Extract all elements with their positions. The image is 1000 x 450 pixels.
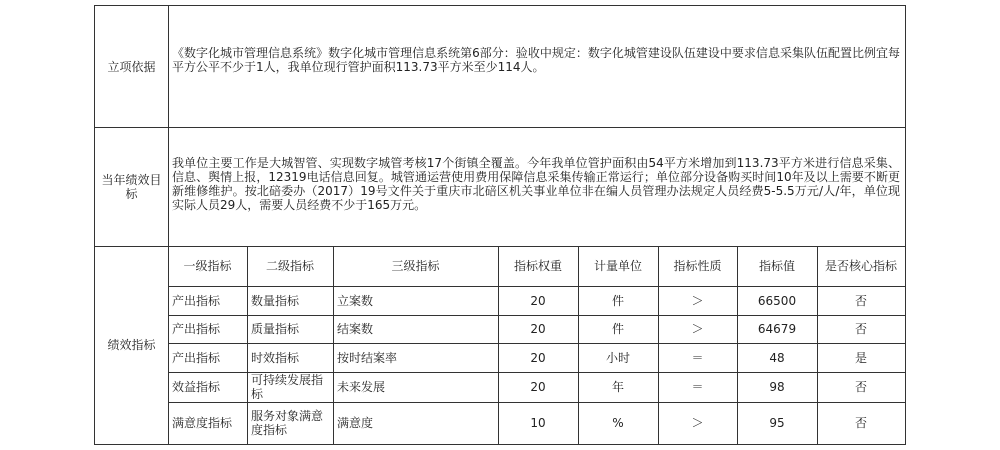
header-level2: 二级指标 (265, 259, 314, 273)
cell-level1: 产出指标 (172, 322, 221, 336)
cell-weight: 20 (530, 380, 546, 394)
header-unit: 计量单位 (593, 259, 642, 273)
cell-weight: 20 (530, 322, 546, 336)
header-level1: 一级指标 (183, 259, 232, 273)
header-nature: 指标性质 (673, 259, 722, 273)
cell-unit: 年 (611, 380, 624, 394)
cell-level3: 满意度 (337, 416, 374, 430)
cell-level1: 产出指标 (172, 293, 221, 308)
cell-unit: 件 (611, 293, 624, 308)
cell-level1: 满意度指标 (172, 416, 233, 430)
cell-core: 否 (854, 380, 867, 394)
cell-unit: % (612, 416, 624, 430)
cell-level2: 数量指标 (251, 293, 300, 308)
cell-level2: 可持续发展指标 (251, 373, 324, 401)
cell-nature: ＝ (691, 350, 704, 365)
cell-core: 否 (854, 416, 867, 430)
cell-level3: 未来发展 (337, 380, 386, 394)
cell-level3: 结案数 (337, 322, 374, 336)
header-level3: 三级指标 (391, 259, 440, 273)
cell-nature: ＞ (691, 293, 704, 308)
cell-core: 否 (854, 293, 867, 308)
cell-unit: 小时 (605, 350, 630, 365)
header-core: 是否核心指标 (825, 259, 898, 273)
basis-label: 立项依据 (107, 59, 156, 74)
cell-level2: 时效指标 (251, 350, 300, 365)
cell-weight: 10 (530, 416, 546, 430)
basis-text: 《数字化城市管理信息系统》数字化城市管理信息系统第6部分：验收中规定：数字化城管建设队伍建设中要求信息采集队伍配置比例宜每平方公平不少于1人，我单位现行管护面积113.73平方米至少114人。 (172, 46, 900, 74)
cell-value: 66500 (757, 293, 797, 308)
indicators-label: 绩效指标 (107, 338, 156, 352)
cell-nature: ＝ (691, 380, 704, 394)
goal-text: 我单位主要工作是大城智管、实现数字城管考核17个街镇全覆盖。今年我单位管护面积由54平方米增加到113.73平方米进行信息采集、信息、舆情上报，12319电话信息回复。城管通运营使用费用保障信息采集传输正常运行；单位部分设备购买时间10年及以上需要不断更新维修维护。按北碚委办（2017）19号文件关于重庆市北碚区机关事业单位非在编人员管理办法规定人员经费5-5.5万元/人/年，单位现实际人员29人，需要人员经费不少于165万元。 (172, 156, 900, 212)
header-value: 指标值 (758, 259, 795, 273)
cell-level1: 产出指标 (172, 350, 221, 365)
cell-core: 否 (854, 322, 867, 336)
cell-weight: 20 (530, 350, 546, 365)
cell-weight: 20 (530, 293, 546, 308)
cell-nature: ＞ (691, 322, 704, 336)
cell-nature: ＞ (691, 416, 704, 430)
cell-value: 64679 (757, 322, 797, 336)
cell-level3: 立案数 (337, 293, 374, 308)
goal-label: 当年绩效目标 (101, 172, 162, 201)
header-weight: 指标权重 (513, 259, 562, 273)
performance-table (94, 5, 906, 445)
cell-level3: 按时结案率 (337, 350, 398, 365)
cell-value: 98 (769, 380, 785, 394)
cell-level2: 服务对象满意度指标 (251, 409, 324, 437)
cell-unit: 件 (611, 322, 624, 336)
cell-value: 48 (769, 350, 785, 365)
cell-level2: 质量指标 (251, 322, 300, 336)
cell-core: 是 (854, 350, 867, 365)
cell-level1: 效益指标 (172, 380, 221, 394)
cell-value: 95 (769, 416, 785, 430)
